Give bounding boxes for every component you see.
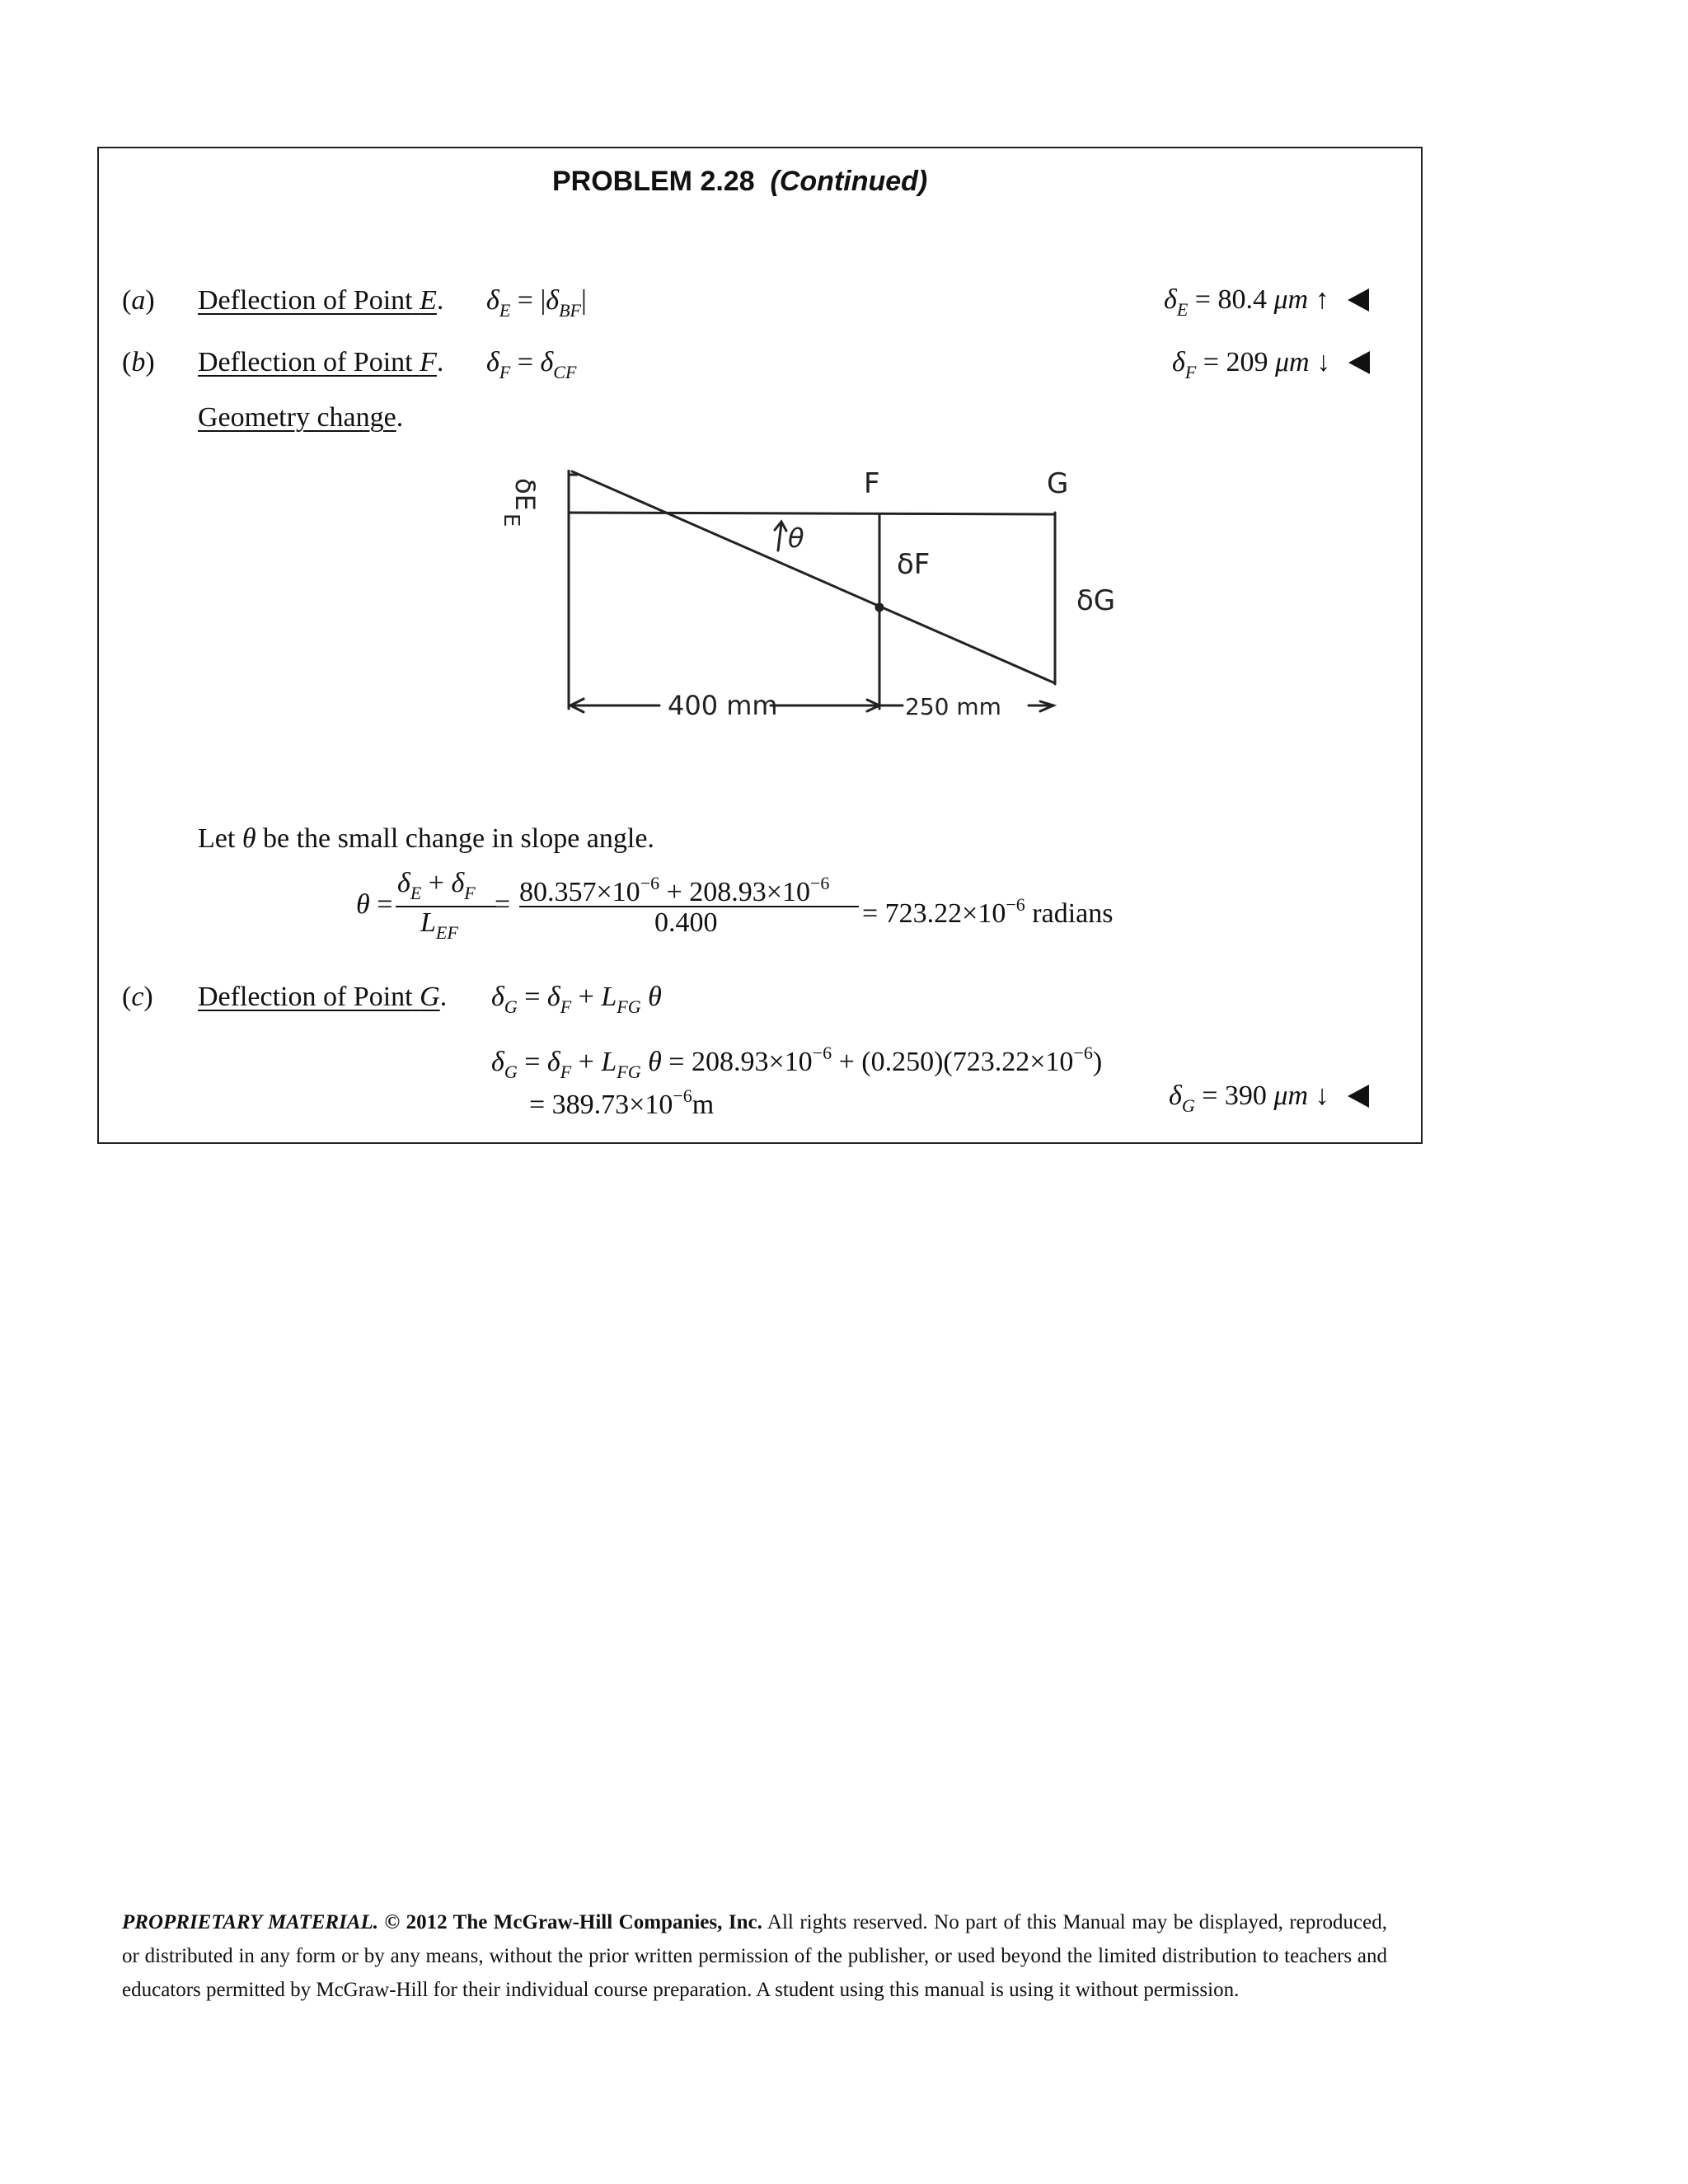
copyright-footer [122,1905,1387,2007]
geometry-sketch [412,470,1220,931]
e-label: E [499,513,523,527]
part-c-heading: Deflection of Point G. [198,982,448,1012]
theta-label: θ [788,523,804,554]
theta-fraction-2-numerator: $80.357\times 10^{-6} + 208.93\times 10^{-6}$ [519,873,830,907]
delta-g-label: δG [1076,584,1116,617]
part-b-equation: $\delta_F = \delta_{CF}$ [486,347,577,382]
theta-arrow-line [778,523,781,551]
part-c-equation-1: $\delta_G = \delta_F + L_{FG}$ θ [491,982,662,1017]
part-b-label: (b) [122,347,155,377]
theta-fraction-1-numerator: $\delta_E + \delta_F$ [397,868,476,903]
geometry-heading: Geometry change. [198,402,404,433]
part-c-answer: $\delta_G = 390$ μm ↓ [1169,1080,1369,1122]
part-a-answer: $\delta_E = 80.4$ μm ↑ [1164,284,1369,326]
theta-equals-1: = [495,889,511,920]
dim-left-label: 400 mm [668,690,778,721]
part-a-heading: Deflection of Point E. [198,285,444,316]
down-arrow-icon: ↓ [1315,1080,1329,1111]
theta-fraction-1-denominator: $L_{EF}$ [420,907,458,943]
theta-statement: Let θ be the small change in slope angle. [198,823,654,854]
part-a-equation: $\delta_E = |\delta_{BF}|$ [486,285,587,321]
down-arrow-icon: ↓ [1316,347,1331,377]
theta-fraction-2-denominator: 0.400 [654,907,718,938]
part-c-equation-3: = $389.73\times 10^{-6}m$ [529,1085,715,1120]
footer-text: All rights reserved. No part of this Manual may be displayed, reproduced, or distributed in any form or by any means, without the prior written permission of the publisher, or used beyond the limited distribution to teachers and educators permitted by McGraw-Hill for their individual course preparation. A student using this manual is using it without permission. [122,1911,1388,2001]
up-arrow-icon: ↑ [1315,284,1329,315]
f-deflected-point [876,604,883,611]
footer-proprietary: PROPRIETARY MATERIAL. [122,1911,379,1933]
g-label: G [1047,470,1069,500]
part-b-answer: $\delta_F = 209$ μm ↓ [1172,346,1370,389]
problem-number: PROBLEM 2.28 [552,166,755,197]
delta-f-label: δF [897,548,931,581]
theta-result: = $723.22\times 10^{-6}$ radians [862,894,1114,929]
answer-marker-icon [1348,351,1370,374]
part-c-label: (c) [122,982,153,1012]
theta-lhs: θ = [356,889,393,920]
deflected-line [572,471,1055,683]
problem-title [552,163,927,199]
answer-marker-icon [1348,1085,1369,1108]
delta-e-label: δE [509,478,541,511]
problem-frame [97,147,1423,1144]
part-b-heading: Deflection of Point F. [198,347,444,377]
original-bar-line [569,513,1055,514]
footer-copyright: © 2012 The McGraw-Hill Companies, Inc. [384,1911,762,1933]
dim-right-label: 250 mm [905,693,1001,720]
answer-marker-icon [1348,288,1369,312]
part-c-equation-2: $\delta_G = \delta_F + L_{FG}$ $\theta = 208.93\times 10^{-6} + (0.250)(723.22\times 10^{-6})$ [491,1043,1103,1082]
f-label: F [864,470,880,500]
part-a-label: (a) [122,285,155,316]
continued-label: (Continued) [770,166,928,197]
